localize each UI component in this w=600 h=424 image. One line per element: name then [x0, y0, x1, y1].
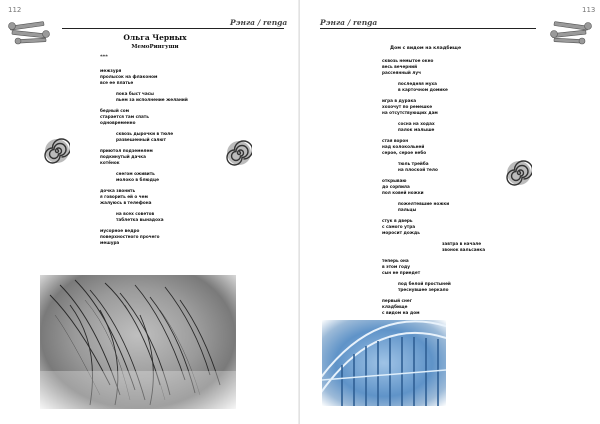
poem-line: первый снег	[382, 298, 412, 303]
stanza	[382, 298, 485, 316]
stanza	[100, 171, 188, 183]
poem-line: сын не приедет	[382, 270, 421, 275]
poem-left	[100, 68, 188, 251]
poem-line: поверхностного прочего	[100, 234, 160, 239]
stanza	[382, 218, 485, 236]
stanza	[382, 121, 485, 133]
stanza	[100, 108, 188, 126]
poem-right	[382, 58, 485, 321]
poem-line: межзуря	[100, 68, 122, 73]
stanza	[382, 201, 485, 213]
poem-line: с видом на дом	[382, 310, 420, 315]
stanza	[100, 131, 188, 143]
poem-line: сквозь дырочки в тюле	[116, 131, 174, 136]
stanza	[100, 211, 188, 223]
poem-line: последняя муха	[398, 81, 437, 86]
poem-line: развешенный салют	[116, 137, 166, 142]
poem-line: стая ворон	[382, 138, 409, 143]
poem-title: Дом с видом на кладбище	[390, 46, 462, 51]
poem-line: я говорить ей о чем	[100, 194, 148, 199]
stanza	[382, 58, 485, 76]
poem-line: на отсутствующих дам	[382, 110, 438, 115]
spiral-icon	[226, 140, 252, 166]
poem-line: пролысок на флаконом	[100, 74, 158, 79]
section-stars: ***	[100, 54, 108, 60]
stanza	[100, 91, 188, 103]
poem-line: бедный сом	[100, 108, 129, 113]
cycle-title: МемоРингуши	[131, 44, 179, 50]
poem-line: старается там спать	[100, 114, 149, 119]
stanza	[100, 188, 188, 206]
poem-line: пожелтевшие ножки	[398, 201, 450, 206]
author-name: Ольга Черных	[123, 33, 187, 42]
stanza	[382, 161, 485, 173]
poem-line: сквозь немытое окно	[382, 58, 434, 63]
poem-line: моросит дождь	[382, 230, 420, 235]
poem-line: над колокольней	[382, 144, 425, 149]
poem-line: таблетка вынадоха	[116, 217, 164, 222]
poem-line: рассеянный луч	[382, 70, 421, 75]
title-block	[105, 33, 205, 50]
poem-line: тюль трейба	[398, 161, 429, 166]
stanza	[382, 138, 485, 156]
stanza	[100, 228, 188, 246]
poem-line: под белой простыней	[398, 281, 451, 286]
stanza	[382, 98, 485, 116]
header-rule-right	[320, 28, 536, 29]
poem-line: дочка звонить	[100, 188, 136, 193]
poem-line: в этом году	[382, 264, 410, 269]
page-number-right: 113	[582, 6, 596, 14]
poem-line: сосна на ходах	[398, 121, 435, 126]
running-header: Рэнга / renga	[320, 18, 378, 27]
poem-line: на плоской тело	[398, 167, 438, 172]
poem-line: котёнок	[100, 160, 120, 165]
poem-line: молоко в блюдце	[116, 177, 159, 182]
poem-line: приютол подземелем	[100, 148, 153, 153]
stanza	[100, 68, 188, 86]
poem-line: палок малыше	[398, 127, 435, 132]
poem-line: хохочут по ремешке	[382, 104, 433, 109]
stanza	[382, 241, 485, 253]
poem-line: завтра в начале	[442, 241, 482, 246]
page-number-left: 112	[8, 6, 22, 14]
bolts-icon	[546, 20, 594, 46]
stanza	[382, 258, 485, 276]
poem-line: пальцы	[398, 207, 417, 212]
poem-line: до сорпила	[382, 184, 410, 189]
header-rule-left	[62, 28, 284, 29]
spiral-icon	[44, 138, 70, 164]
poem-line: теперь она	[382, 258, 409, 263]
running-header-left: Рэнга / renga	[230, 18, 288, 27]
stanza	[382, 281, 485, 293]
poem-line: жалуюсь в телефона	[100, 200, 152, 205]
poem-line: игра в дурака	[382, 98, 417, 103]
poem-line: все ее платье	[100, 80, 134, 85]
poem-line: мешура	[100, 240, 120, 245]
reeds-photo	[40, 275, 236, 409]
spiral-icon	[506, 160, 532, 186]
poem-line: кладбище	[382, 304, 408, 309]
poem-line: звонок вальсанка	[442, 247, 486, 252]
bolts-icon	[6, 20, 54, 46]
stanza	[382, 178, 485, 196]
poem-line: пол ковей ножки	[382, 190, 424, 195]
poem-line: стук в дверь	[382, 218, 413, 223]
poem-line: мусорное ведро	[100, 228, 140, 233]
poem-line: серое, серое небо	[382, 150, 427, 155]
poem-line: снегом оживить	[116, 171, 155, 176]
poem-line: с самого утра	[382, 224, 416, 229]
poem-line: одновременно	[100, 120, 136, 125]
poem-line: треснувшее зеркало	[398, 287, 449, 292]
poem-line: весь вечерний	[382, 64, 418, 69]
poem-line: открываю	[382, 178, 407, 183]
poem-line: пьем за исполнение желаний	[116, 97, 188, 102]
poem-line: пока быст часы	[116, 91, 154, 96]
poem-line: подкинутый дачка	[100, 154, 146, 159]
stanza	[382, 81, 485, 93]
bridge-photo	[322, 320, 446, 406]
poem-line: в карточном домике	[398, 87, 448, 92]
stanza	[100, 148, 188, 166]
poem-line: на всех советов	[116, 211, 155, 216]
